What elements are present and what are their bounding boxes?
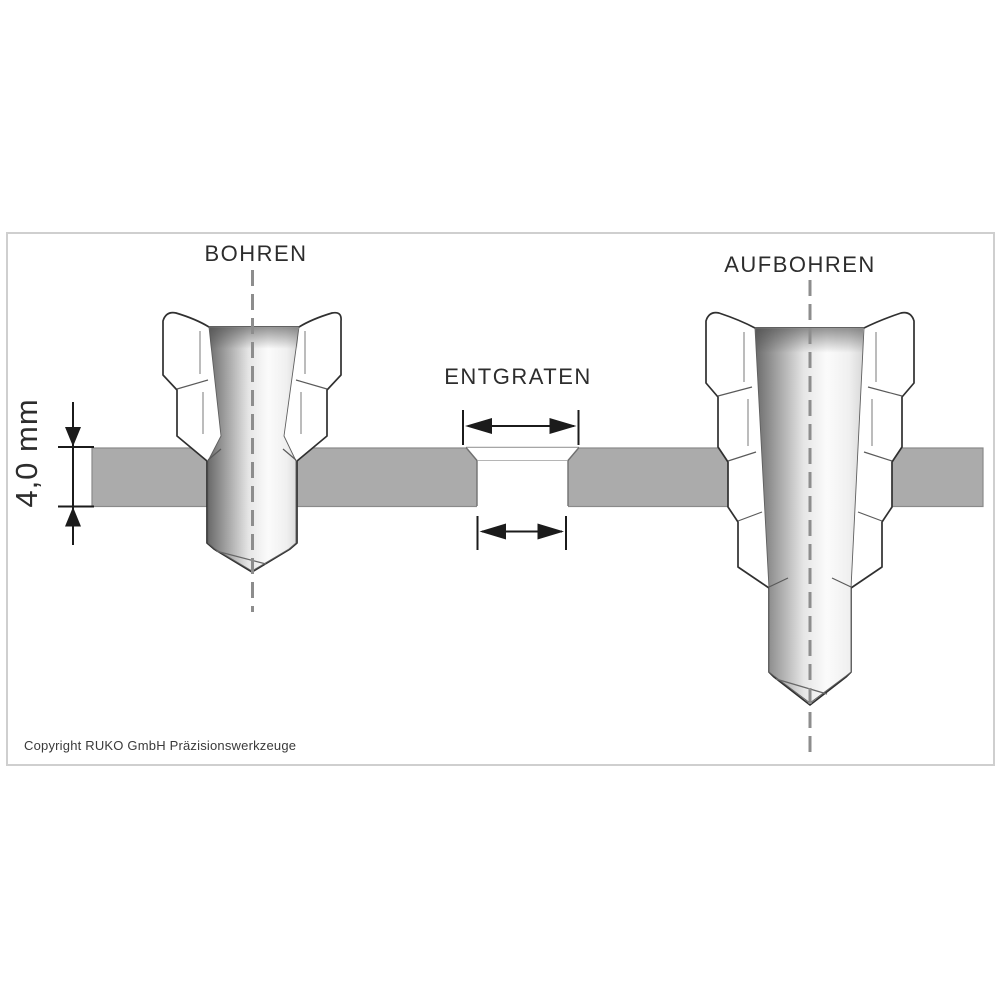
label-entgraten: ENTGRATEN (444, 364, 592, 389)
copyright-text: Copyright RUKO GmbH Präzisionswerkzeuge (24, 738, 297, 753)
thickness-label: 4,0 mm (9, 398, 44, 508)
label-aufbohren: AUFBOHREN (724, 252, 876, 277)
hole-opening (466, 446, 580, 508)
label-bohren: BOHREN (204, 241, 308, 266)
deburr-hole (466, 446, 580, 508)
